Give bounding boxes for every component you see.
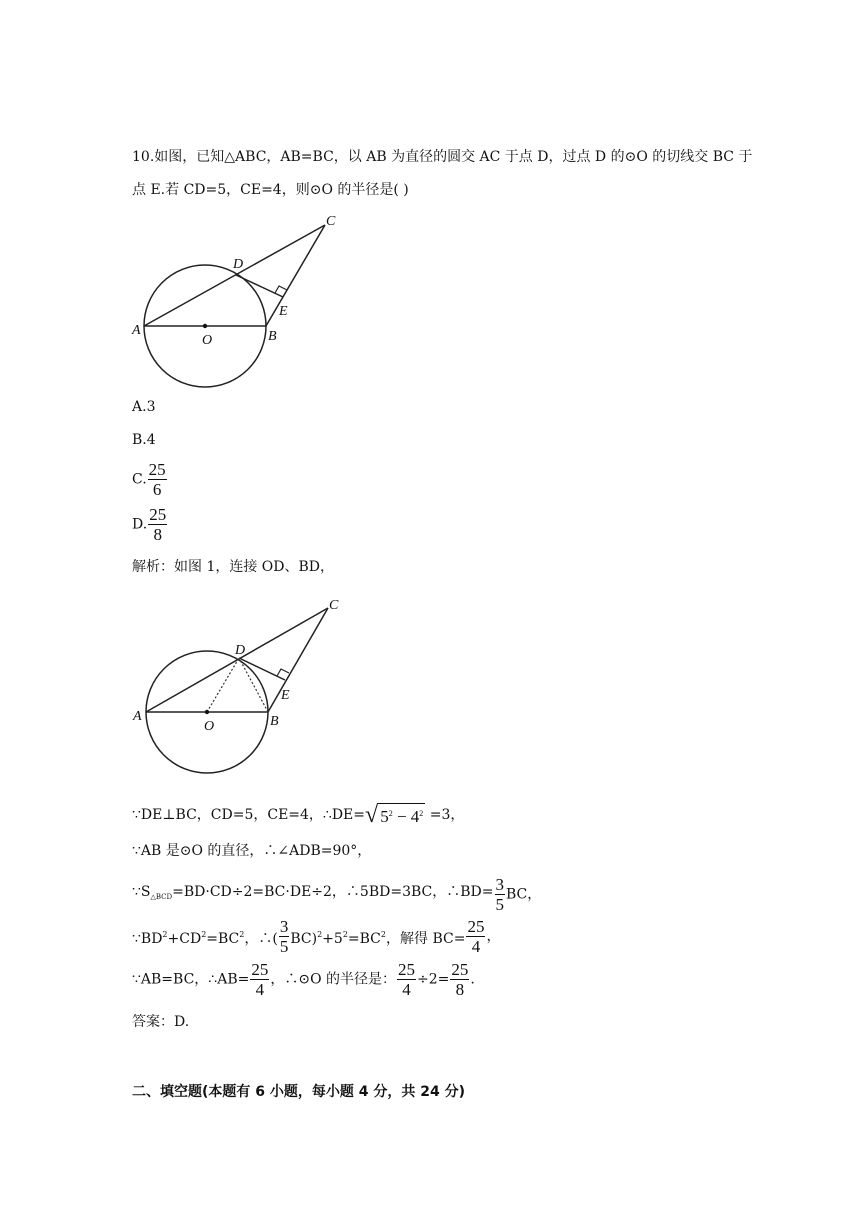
step-4: $\because BD^2+CD^2=BC^2$，∴( $\frac{3}{5}$ $BC)^2+5^2=BC^2$，解得 BC= $\frac{25}{4}$ ， bbox=[132, 917, 501, 956]
label-d: D bbox=[233, 257, 244, 272]
segment-bc bbox=[266, 225, 325, 326]
option-b: B.4 bbox=[132, 432, 156, 448]
label-b-2: B bbox=[270, 714, 279, 729]
geometry-figure-analysis bbox=[125, 592, 355, 787]
answer: 答案：D. bbox=[132, 1014, 190, 1030]
label-o: O bbox=[202, 333, 213, 348]
right-angle-mark-2 bbox=[277, 669, 289, 676]
step-3: $\because S_{\triangle BCD}=BD\cdot CD\div 2=BC\cdot DE\div 2$，∴5BD=3BC，∴BD= $\frac{3}{5}$ BC， bbox=[132, 875, 542, 914]
segment-od-dotted bbox=[207, 658, 239, 712]
label-c: C bbox=[326, 214, 336, 229]
analysis-intro: 解析：如图 1，连接 OD、BD， bbox=[132, 559, 335, 575]
option-c: C. $\frac{25}{6}$ bbox=[132, 460, 166, 499]
step-5: ∵AB=BC，∴AB= $\frac{25}{4}$ ，∴⊙O 的半径是： $\frac{25}{4}$ ÷2= $\frac{25}{8}$ . bbox=[132, 960, 475, 999]
label-d-2: D bbox=[235, 643, 246, 658]
tangent-de bbox=[236, 275, 283, 297]
segment-bc-2 bbox=[268, 608, 328, 712]
label-e: E bbox=[279, 304, 288, 319]
option-d: D. $\frac{25}{8}$ bbox=[132, 505, 167, 544]
step-1: ∵DE⊥BC，CD=5，CE=4，∴DE=√ $5^2 - 4^2 =3$， bbox=[132, 802, 465, 828]
label-a: A bbox=[132, 323, 141, 338]
step-2: ∵AB 是⊙O 的直径，∴∠ADB=90°， bbox=[132, 843, 372, 859]
option-a: A.3 bbox=[132, 399, 156, 415]
question-line-1: 10.如图，已知△ABC，AB=BC，以 AB 为直径的圆交 AC 于点 D，过点 D 的⊙O 的切线交 BC 于 bbox=[132, 149, 753, 165]
center-dot-2 bbox=[205, 710, 209, 714]
segment-ac-2 bbox=[146, 608, 328, 712]
section-title: 二、填空题(本题有 6 小题，每小题 4 分，共 24 分) bbox=[132, 1084, 466, 1100]
label-c-2: C bbox=[329, 598, 339, 613]
center-dot bbox=[203, 324, 207, 328]
question-line-2: 点 E.若 CD=5，CE=4，则⊙O 的半径是( ) bbox=[132, 182, 409, 198]
segment-bd-dotted bbox=[239, 658, 268, 712]
tangent-de-2 bbox=[239, 658, 285, 680]
label-e-2: E bbox=[281, 688, 290, 703]
label-o-2: O bbox=[204, 719, 215, 734]
label-a-2: A bbox=[133, 709, 142, 724]
label-b: B bbox=[268, 329, 277, 344]
geometry-figure-question bbox=[125, 205, 355, 400]
